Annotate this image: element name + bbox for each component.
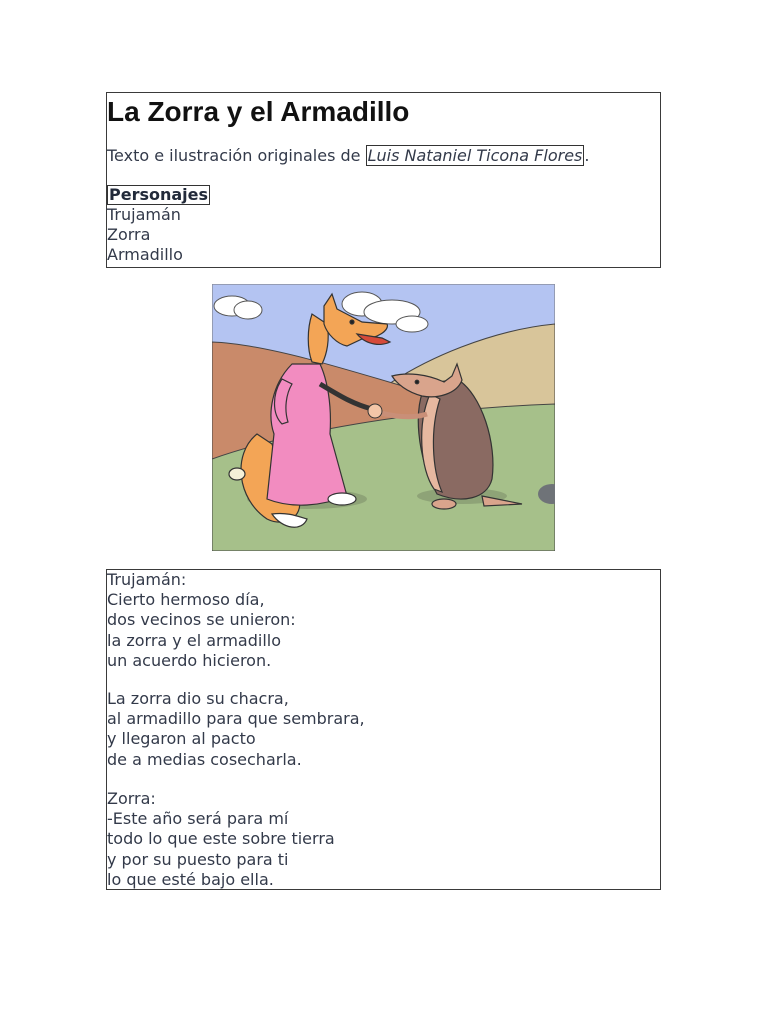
- verse-line: -Este año será para mí: [107, 809, 289, 829]
- credit-prefix: Texto e ilustración originales de: [107, 146, 366, 165]
- character-item: Armadillo: [107, 245, 183, 264]
- verse-line: y por su puesto para ti: [107, 849, 289, 869]
- stanza: [107, 789, 335, 890]
- stanza: [107, 689, 365, 770]
- verse-line: al armadillo para que sembrara,: [107, 709, 365, 729]
- credit-line: [107, 146, 589, 166]
- verse-line: La zorra dio su chacra,: [107, 689, 289, 708]
- character-item: Trujamán: [107, 205, 181, 224]
- verse-line: dos vecinos se unieron:: [107, 610, 296, 630]
- fox-eye: [350, 320, 354, 324]
- fox-foot: [328, 493, 356, 505]
- verse-line: Zorra:: [107, 789, 156, 808]
- verse-line: la zorra y el armadillo: [107, 630, 281, 650]
- characters-list: [107, 185, 210, 265]
- verse-line: todo lo que este sobre tierra: [107, 829, 335, 849]
- fox-back-foot: [229, 468, 245, 480]
- handshake: [368, 404, 382, 418]
- verse-line: un acuerdo hicieron.: [107, 650, 272, 670]
- header-section: [106, 92, 661, 268]
- verse-line: Cierto hermoso día,: [107, 590, 265, 610]
- verse-line: lo que esté bajo ella.: [107, 869, 274, 889]
- character-item: Zorra: [107, 225, 151, 244]
- author-link[interactable]: Luis Nataniel Ticona Flores: [367, 146, 583, 165]
- fox-armadillo-illustration: [212, 284, 555, 551]
- verse-line: de a medias cosecharla.: [107, 749, 302, 769]
- credit-suffix: .: [584, 146, 590, 165]
- verse-line: Trujamán:: [107, 570, 187, 589]
- stanza: [107, 570, 296, 671]
- verse-line: y llegaron al pacto: [107, 729, 256, 749]
- characters-heading[interactable]: Personajes: [109, 185, 209, 204]
- story-section: [106, 569, 661, 890]
- armadillo-foot: [432, 499, 456, 509]
- page-title: La Zorra y el Armadillo: [107, 96, 410, 127]
- armadillo-eye: [415, 380, 419, 384]
